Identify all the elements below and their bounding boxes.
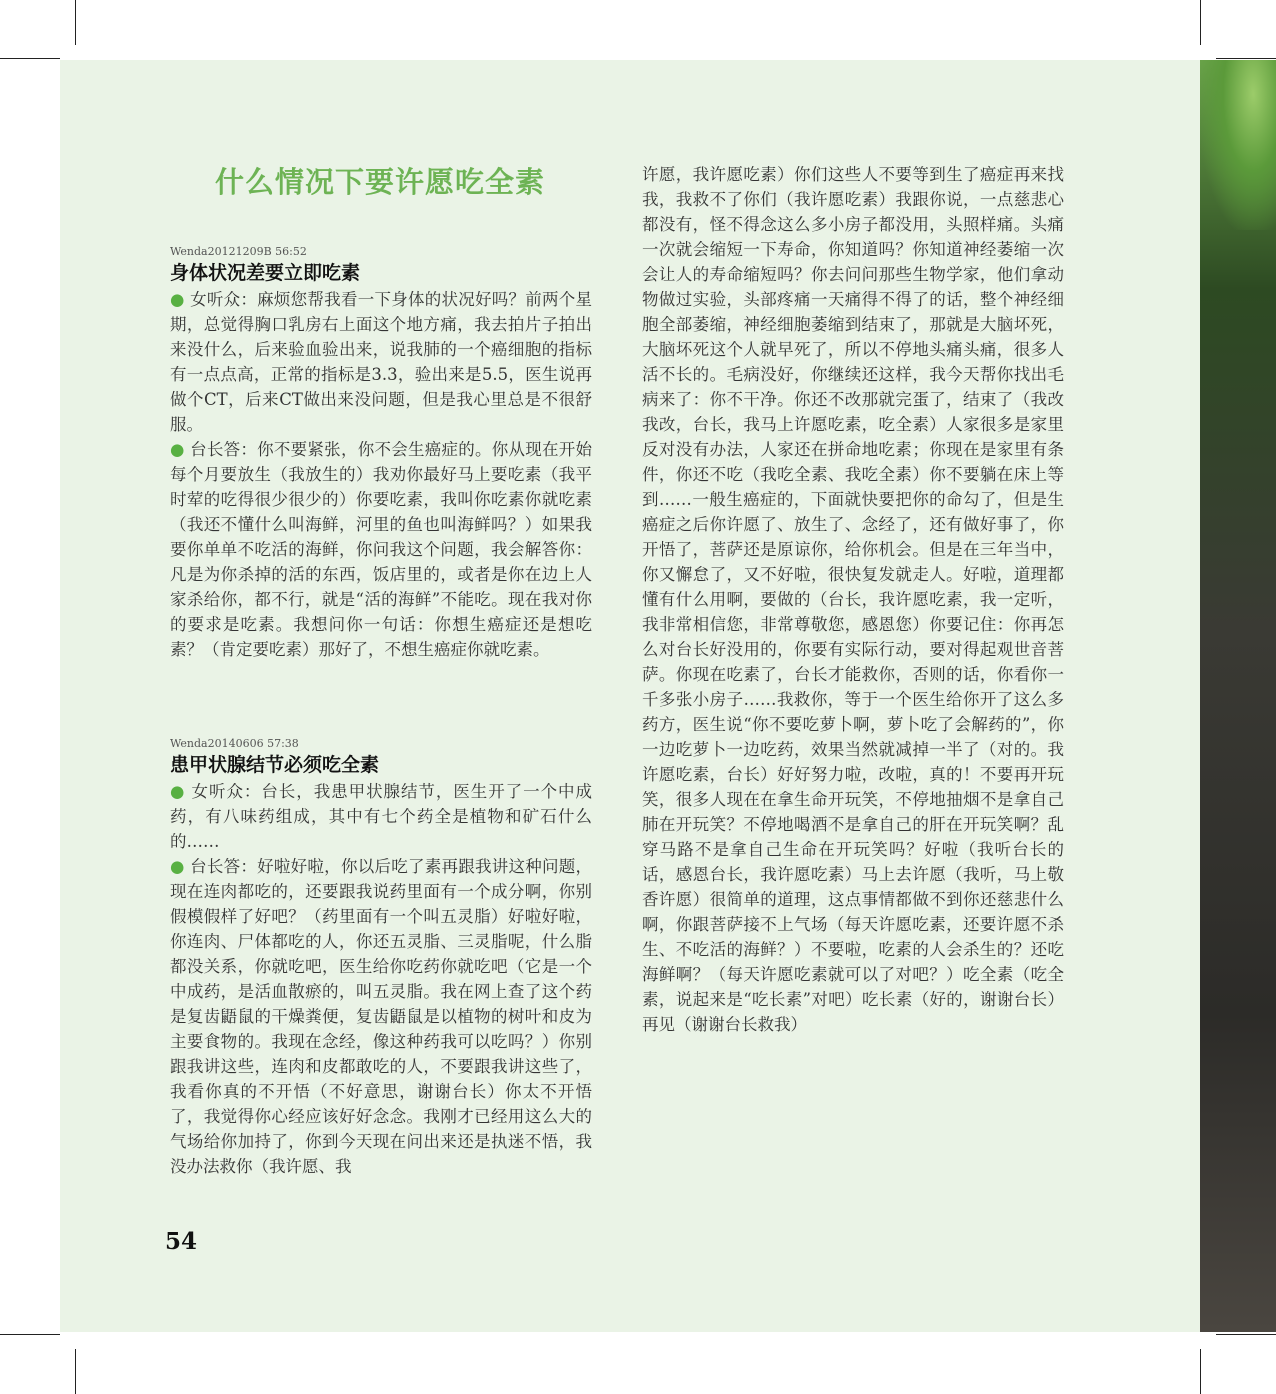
- section-meta: Wenda20121209B 56:52: [170, 245, 307, 258]
- bullet-icon: ●: [170, 290, 191, 309]
- question-paragraph: ● 女听众：麻烦您帮我看一下身体的状况好吗？前两个星期，总觉得胸口乳房右上面这个地方痛，我去拍片子拍出来没什么，后来验血验出来，说我肺的一个癌细胞的指标有一点点高，正常的指标是3.3，验出来是5.5，医生说再做个CT，后来CT做出来没问题，但是我心里总是不很舒服。: [170, 290, 592, 434]
- crop-mark: [1200, 1349, 1201, 1394]
- continued-paragraph: 许愿，我许愿吃素）你们这些人不要等到生了癌症再来找我，我救不了你们（我许愿吃素）我跟你说，一点慈悲心都没有，怪不得念这么多小房子都没用，头照样痛。头痛一次就会缩短一下寿命，你知道吗？你知道神经萎缩一次会让人的寿命缩短吗？你去问问那些生物学家，他们拿动物做过实验，头部疼痛一天痛得不得了的话，整个神经细胞全部萎缩，神经细胞萎缩到结束了，那就是大脑坏死，大脑坏死这个人就早死了，所以不停地头痛头痛，很多人活不长的。毛病没好，你继续还这样，我今天帮你找出毛病来了：你不干净。你还不改那就完蛋了，结束了（我改我改，台长，我马上许愿吃素，吃全素）人家很多是家里反对没有办法，人家还在拼命地吃素；你现在是家里有条件，你还不吃（我吃全素、我吃全素）你不要躺在床上等到……一般生癌症的，下面就快要把你的命勾了，但是生癌症之后你许愿了、放生了、念经了，还有做好事了，你开悟了，菩萨还是原谅你，给你机会。但是在三年当中，你又懈怠了，又不好啦，很快复发就走人。好啦，道理都懂有什么用啊，要做的（台长，我许愿吃素，我一定听，我非常相信您，非常尊敬您，感恩您）你要记住：你再怎么对台长好没用的，你要有实际行动，要对得起观世音菩萨。你现在吃素了，台长才能救你，否则的话，你看你一千多张小房子……我救你，等于一个医生给你开了这么多药方，医生说“你不要吃萝卜啊，萝卜吃了会解药的”，你一边吃萝卜一边吃药，效果当然就减掉一半了（对的。我许愿吃素，台长）好好努力啦，改啦，真的！不要再开玩笑，很多人现在在拿生命开玩笑，不停地抽烟不是拿自己肺在开玩笑？不停地喝酒不是拿自己的肝在开玩笑啊？乱穿马路不是拿自己生命在开玩笑吗？好啦（我听台长的话，感恩台长，我许愿吃素）马上去许愿（我听，马上敬香许愿）很简单的道理，这点事情都做不到你还慈悲什么啊，你跟菩萨接不上气场（每天许愿吃素，还要许愿不杀生、不吃活的海鲜？）不要啦，吃素的人会杀生的？还吃海鲜啊？（每天许愿吃素就可以了对吧？）吃全素（吃全素，说起来是“吃长素”对吧）吃长素（好的，谢谢台长）再见（谢谢台长救我）: [642, 165, 1064, 1034]
- photo-edge-strip: [1200, 60, 1276, 1332]
- article-title: 什么情况下要许愿吃全素: [214, 165, 545, 199]
- section-heading: 身体状况差要立即吃素: [170, 262, 361, 284]
- section-meta: Wenda20140606 57:38: [170, 737, 299, 750]
- section-heading: 患甲状腺结节必须吃全素: [170, 754, 380, 776]
- bullet-icon: ●: [170, 857, 191, 876]
- bullet-icon: ●: [170, 782, 192, 801]
- crop-mark: [0, 58, 60, 59]
- leaf-photo-corner: [1200, 60, 1276, 230]
- crop-mark: [1200, 0, 1201, 45]
- crop-mark: [0, 1334, 60, 1335]
- crop-mark: [75, 1349, 76, 1394]
- bullet-icon: ●: [170, 440, 191, 459]
- section-body-thyroid: [170, 737, 592, 1179]
- crop-mark: [1216, 58, 1276, 59]
- section-body-health: [170, 245, 592, 662]
- question-paragraph: ● 女听众：台长，我患甲状腺结节，医生开了一个中成药，有八味药组成，其中有七个药全是植物和矿石什么的……: [170, 782, 592, 851]
- answer-paragraph: ● 台长答：你不要紧张，你不会生癌症的。你从现在开始每个月要放生（我放生的）我劝你最好马上要吃素（我平时荤的吃得很少很少的）你要吃素，我叫你吃素你就吃素（我还不懂什么叫海鲜，河里的鱼也叫海鲜吗？）如果我要你单单不吃活的海鲜，你问我这个问题，我会解答你：凡是为你杀掉的活的东西，饭店里的，或者是你在边上人家杀给你，都不行，就是“活的海鲜”不能吃。现在我对你的要求是吃素。我想问你一句话：你想生癌症还是想吃素？（肯定要吃素）那好了，不想生癌症你就吃素。: [170, 440, 592, 659]
- crop-mark: [75, 0, 76, 45]
- page-number: 54: [165, 1228, 198, 1255]
- crop-mark: [1216, 1334, 1276, 1335]
- right-column-text: [642, 162, 1064, 1037]
- answer-paragraph: ● 台长答：好啦好啦，你以后吃了素再跟我讲这种问题，现在连肉都吃的，还要跟我说药里面有一个成分啊，你别假模假样了好吧？（药里面有一个叫五灵脂）好啦好啦，你连肉、尸体都吃的人，你还五灵脂、三灵脂呢，什么脂都没关系，你就吃吧，医生给你吃药你就吃吧（它是一个中成药，是活血散瘀的，叫五灵脂。我在网上查了这个药是复齿鼯鼠的干燥粪便，复齿鼯鼠是以植物的树叶和皮为主要食物的。我现在念经，像这种药我可以吃吗？）你别跟我讲这些，连肉和皮都敢吃的人，不要跟我讲这些了，我看你真的不开悟（不好意思，谢谢台长）你太不开悟了，我觉得你心经应该好好念念。我刚才已经用这么大的气场给你加持了，你到今天现在问出来还是执迷不悟，我没办法救你（我许愿、我: [170, 857, 592, 1176]
